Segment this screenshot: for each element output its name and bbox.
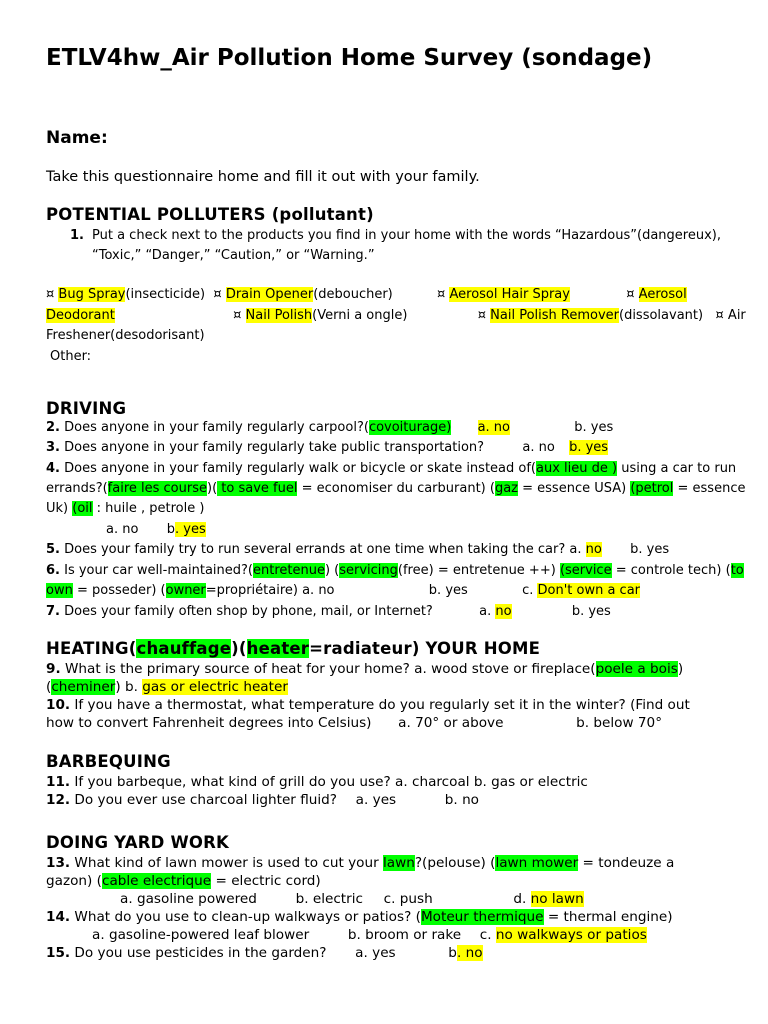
question-text: ) xyxy=(677,661,684,677)
answer-b-highlight[interactable]: . yes xyxy=(174,522,206,537)
highlight-term: cable electrique xyxy=(101,873,212,889)
question-14-line-1 xyxy=(46,908,736,926)
answer-b[interactable]: b. below 70° xyxy=(576,715,662,731)
question-text: Does anyone in your family regularly carpool?( xyxy=(64,420,369,435)
question-text: Uk) xyxy=(46,501,73,516)
highlight-term: covoiturage) xyxy=(368,420,452,435)
document-title: ETLV4hw_Air Pollution Home Survey (sondage) xyxy=(46,45,653,71)
question-text: = electric cord) xyxy=(211,873,321,889)
highlight-term: (oil xyxy=(72,501,93,516)
answer-b[interactable]: b. yes xyxy=(574,420,614,435)
checkbox-bullet[interactable]: ¤ xyxy=(233,308,242,323)
highlight-term: aux lieu de ) xyxy=(536,461,618,476)
products-other xyxy=(50,347,740,368)
highlight-term: (service xyxy=(559,563,612,578)
answer-b[interactable]: ) b. xyxy=(115,679,143,695)
question-text: Does anyone in your family regularly walk or bicycle or skate instead of( xyxy=(64,461,536,476)
product-deodorant: Deodorant xyxy=(46,308,115,323)
question-number: 7. xyxy=(46,604,60,619)
question-10-line-1 xyxy=(46,696,736,714)
answer-a[interactable]: a. no xyxy=(477,420,510,435)
highlight-term: lawn mower xyxy=(495,855,579,871)
question-number: 5. xyxy=(46,542,60,557)
question-5 xyxy=(46,540,736,561)
answer-a[interactable]: a. gasoline-powered leaf blower xyxy=(92,927,310,943)
question-number: 2. xyxy=(46,420,60,435)
question-text: = essence xyxy=(673,481,746,496)
answer-a-highlight[interactable]: no xyxy=(495,604,512,619)
question-6-line-2 xyxy=(46,581,736,602)
question-text: = posseder) ( xyxy=(72,583,166,598)
answer-a[interactable]: no xyxy=(585,542,602,557)
highlight-term: cheminer xyxy=(51,679,116,695)
question-4-line-1 xyxy=(46,459,736,480)
highlight-term: faire les course xyxy=(107,481,207,496)
intro-text: Take this questionnaire home and fill it out with your family. xyxy=(46,169,480,185)
answer-c[interactable]: c. xyxy=(479,927,496,943)
question-text: ?(pelouse) ( xyxy=(414,855,496,871)
question-number: 4. xyxy=(46,461,60,476)
highlight-term: servicing xyxy=(339,563,398,578)
checkbox-bullet[interactable]: ¤ xyxy=(437,287,446,302)
answer-d-highlight[interactable]: no lawn xyxy=(530,891,584,907)
question-number: 3. xyxy=(46,440,60,455)
product-drain-opener: Drain Opener xyxy=(225,287,314,302)
answer-d[interactable]: d. xyxy=(513,891,531,907)
question-number: 13. xyxy=(46,855,71,871)
question-2 xyxy=(46,418,736,439)
question-10-line-2 xyxy=(46,714,736,732)
answer-b-highlight[interactable]: . no xyxy=(456,945,483,961)
checkbox-bullet[interactable]: ¤ xyxy=(715,308,724,323)
answer-b[interactable]: b. yes xyxy=(569,440,609,455)
section-text: )( xyxy=(231,639,247,658)
question-text: how to convert Fahrenheit degrees into Celsius) xyxy=(46,715,372,731)
section-text: =radiateur) YOUR HOME xyxy=(309,639,541,658)
answer-a[interactable]: a. no xyxy=(106,522,139,537)
answer-a[interactable]: a. no xyxy=(522,440,555,455)
question-text: What do you use to clean-up walkways or patios? ( xyxy=(70,909,421,925)
product-freshener: Freshener(desodorisant) xyxy=(46,328,205,343)
question-text: errands?( xyxy=(46,481,108,496)
question-15 xyxy=(46,944,736,962)
highlight-term: lawn xyxy=(383,855,415,871)
question-4-line-2 xyxy=(46,479,746,500)
question-9-line-1 xyxy=(46,660,736,678)
answer-a[interactable]: a. yes xyxy=(355,945,396,961)
answer-b[interactable]: b. yes xyxy=(571,604,611,619)
question-text: gazon) ( xyxy=(46,873,102,889)
question-number: 9. xyxy=(46,661,61,677)
question-text: ( xyxy=(46,679,52,695)
highlight-term: owner xyxy=(165,583,206,598)
question-text: Does anyone in your family regularly take public transportation? xyxy=(64,440,485,455)
product-note: (dissolavant) xyxy=(619,308,704,323)
checkbox-bullet[interactable]: ¤ xyxy=(46,287,55,302)
question-text: If you have a thermostat, what temperature do you regularly set it in the winter? (Find out xyxy=(70,697,690,713)
question-6-line-1 xyxy=(46,561,744,582)
highlight-term: poele a bois xyxy=(595,661,678,677)
question-text: )( xyxy=(207,481,218,496)
section-driving: DRIVING xyxy=(46,399,127,418)
section-barbequing: BARBEQUING xyxy=(46,752,171,771)
question-text: = thermal engine) xyxy=(543,909,673,925)
question-text: using a car to run xyxy=(617,461,737,476)
question-13-line-1 xyxy=(46,854,736,872)
question-text: Do you use pesticides in the garden? xyxy=(70,945,327,961)
checkbox-bullet[interactable]: ¤ xyxy=(213,287,222,302)
name-label: Name: xyxy=(46,128,108,148)
question-text: Put a check next to the products you find in your home with the words “Hazardous”(dangereux), “Toxic,” “Danger,” “Caution,” or “Warning.” xyxy=(92,228,721,263)
product-note: (deboucher) xyxy=(313,287,393,302)
highlight-term: (petrol xyxy=(630,481,674,496)
highlight-term: gaz xyxy=(494,481,518,496)
question-1 xyxy=(70,226,736,266)
section-text: HEATING( xyxy=(46,639,137,658)
question-text: (free) = entretenue ++) xyxy=(397,563,560,578)
product-bug-spray: Bug Spray xyxy=(58,287,126,302)
answer-b[interactable]: b. broom or rake xyxy=(347,927,462,943)
answer-a[interactable]: a. gasoline powered xyxy=(120,891,257,907)
question-text: Is your car well-maintained?( xyxy=(64,563,253,578)
other-label: Other: xyxy=(50,349,92,364)
answer-b[interactable]: b. electric xyxy=(295,891,363,907)
product-aerosol-hair-spray: Aerosol Hair Spray xyxy=(449,287,570,302)
question-text: ) ( xyxy=(324,563,340,578)
question-14-answers xyxy=(92,926,736,944)
highlight-term: entretenue xyxy=(252,563,325,578)
answer-b[interactable]: b. yes xyxy=(428,583,468,598)
question-text: : huile , petrole ) xyxy=(92,501,205,516)
question-13-answers xyxy=(120,890,736,908)
highlight-term: own xyxy=(46,583,73,598)
answer-b-highlight[interactable]: gas or electric heater xyxy=(142,679,288,695)
question-12 xyxy=(46,791,736,809)
question-4-answers xyxy=(106,520,706,541)
question-number: 14. xyxy=(46,909,71,925)
question-text: What is the primary source of heat for your home? a. wood stove or fireplace( xyxy=(60,661,596,677)
product-note: (Verni a ongle) xyxy=(312,308,408,323)
question-text: = controle tech) ( xyxy=(611,563,731,578)
answer-c-highlight[interactable]: no walkways or patios xyxy=(495,927,647,943)
answer-c[interactable]: c. push xyxy=(383,891,433,907)
answer-a[interactable]: a. yes xyxy=(355,792,397,808)
question-text: Does your family often shop by phone, mail, or Internet? xyxy=(64,604,433,619)
question-3 xyxy=(46,438,736,459)
question-text: = tondeuze a xyxy=(578,855,675,871)
question-9-line-2 xyxy=(46,678,736,696)
answer-a[interactable]: =propriétaire) a. no xyxy=(205,583,335,598)
highlight-term: heater xyxy=(246,639,310,658)
question-text: = economiser du carburant) ( xyxy=(297,481,495,496)
answer-c-highlight[interactable]: Don't own a car xyxy=(537,583,641,598)
question-text: What kind of lawn mower is used to cut your xyxy=(70,855,383,871)
product-nail-polish-remover: Nail Polish Remover xyxy=(490,308,619,323)
checkbox-bullet[interactable]: ¤ xyxy=(477,308,486,323)
product-nail-polish: Nail Polish xyxy=(245,308,313,323)
answer-b[interactable]: b xyxy=(166,522,175,537)
product-aerosol: Aerosol xyxy=(638,287,687,302)
products-line-1 xyxy=(46,285,736,306)
product-note: (insecticide) xyxy=(125,287,206,302)
products-line-3 xyxy=(46,326,736,347)
section-yard-work: DOING YARD WORK xyxy=(46,833,229,852)
product-air: Air xyxy=(727,308,746,323)
answer-b[interactable]: b xyxy=(448,945,457,961)
products-line-2 xyxy=(46,306,746,327)
question-4-line-3 xyxy=(46,499,736,520)
answer-a[interactable]: a. 70° or above xyxy=(398,715,504,731)
question-number: 12. xyxy=(46,792,71,808)
question-13-line-2 xyxy=(46,872,736,890)
highlight-term: Moteur thermique xyxy=(420,909,544,925)
question-text: Do you ever use charcoal lighter fluid? xyxy=(70,792,338,808)
checkbox-bullet[interactable]: ¤ xyxy=(626,287,635,302)
answer-b[interactable]: b. no xyxy=(444,792,480,808)
highlight-term: chauffage xyxy=(136,639,232,658)
answer-b[interactable]: b. yes xyxy=(630,542,670,557)
highlight-term: to save fuel xyxy=(217,481,298,496)
question-11 xyxy=(46,773,736,791)
answer-c[interactable]: c. xyxy=(522,583,538,598)
question-number: 10. xyxy=(46,697,71,713)
section-heating xyxy=(46,639,540,658)
question-number: 6. xyxy=(46,563,60,578)
question-text: Does your family try to run several errands at one time when taking the car? a. xyxy=(64,542,582,557)
question-7 xyxy=(46,602,736,623)
question-text: = essence USA) xyxy=(518,481,631,496)
question-number: 15. xyxy=(46,945,71,961)
answer-a[interactable]: a. xyxy=(479,604,496,619)
question-number: 1. xyxy=(70,228,84,243)
highlight-term: to xyxy=(730,563,744,578)
question-text: If you barbeque, what kind of grill do you use? a. charcoal b. gas or electric xyxy=(70,774,588,790)
question-number: 11. xyxy=(46,774,71,790)
section-potential-polluters: POTENTIAL POLLUTERS (pollutant) xyxy=(46,205,374,224)
